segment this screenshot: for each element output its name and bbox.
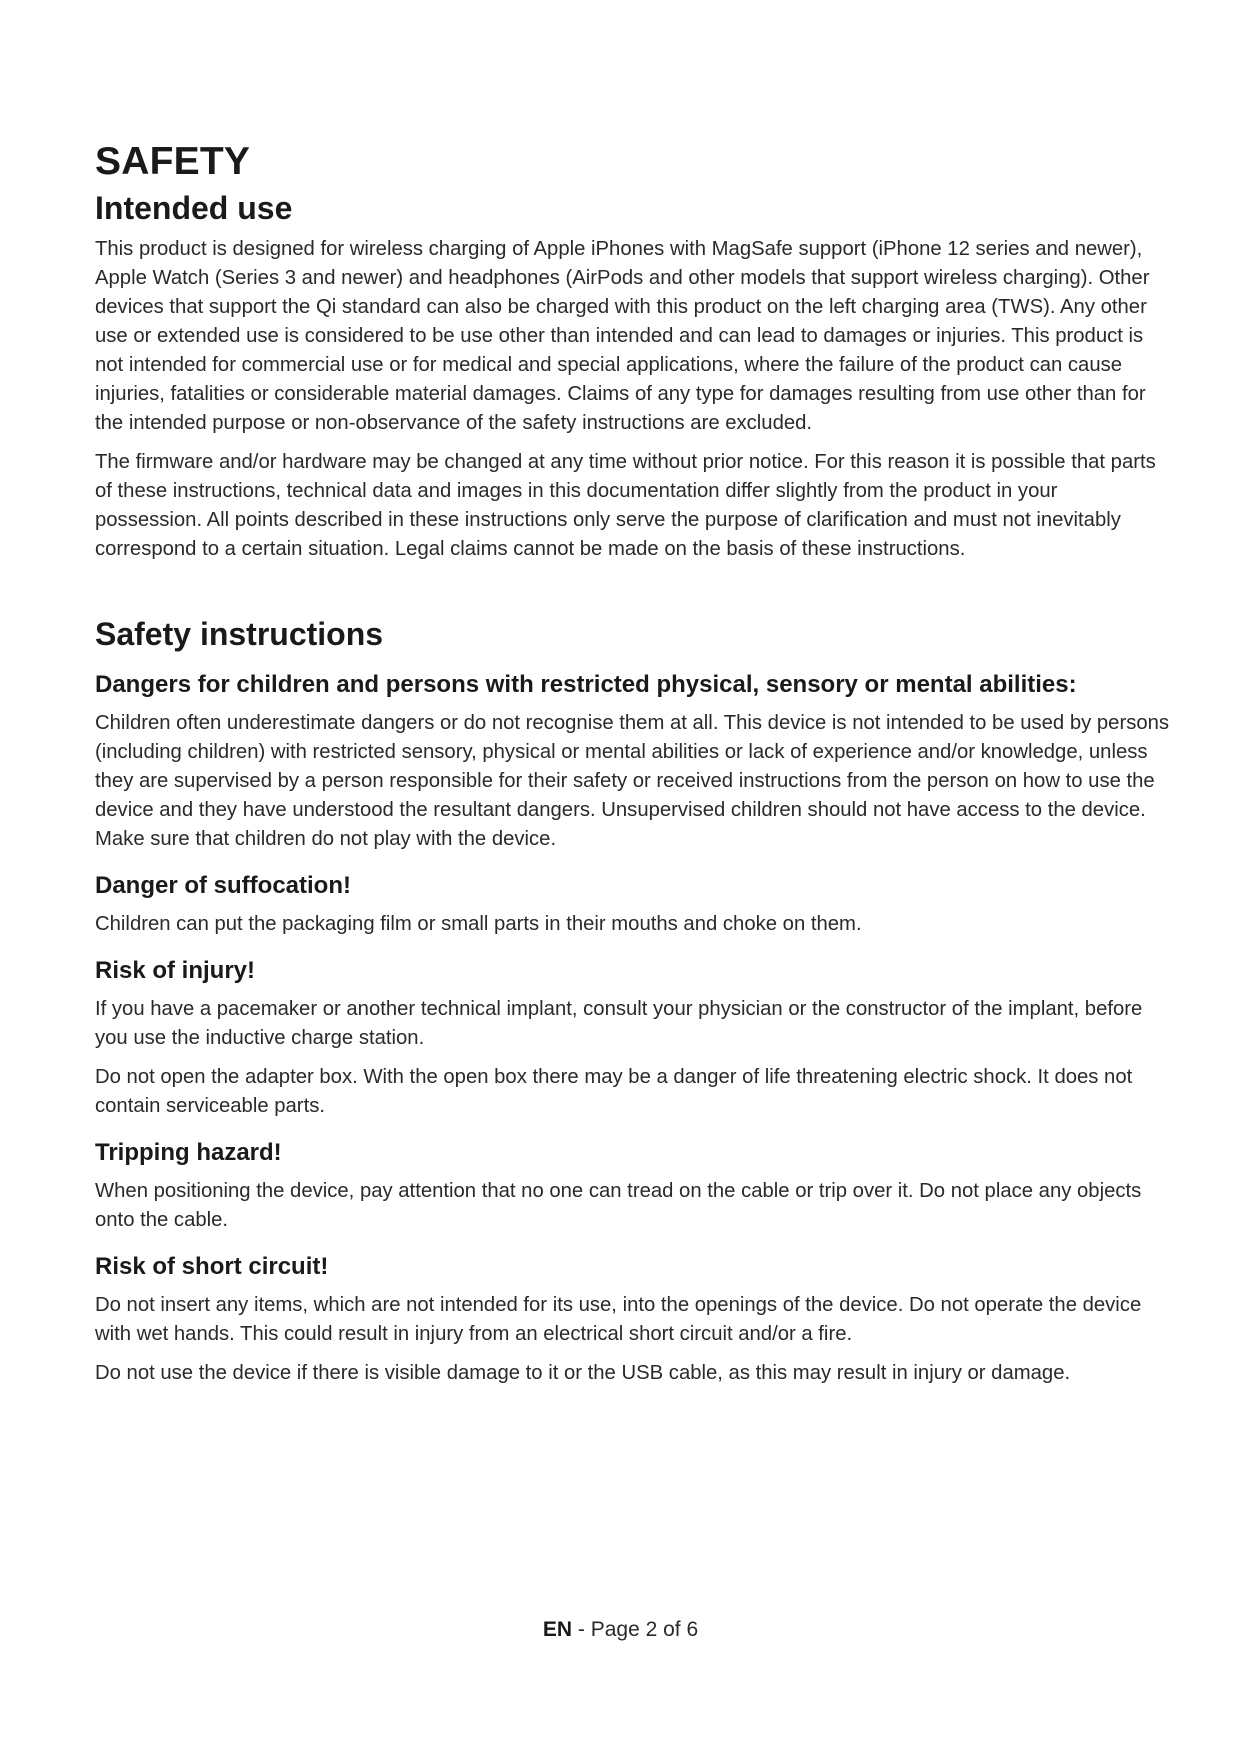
page-footer (0, 1618, 1241, 1642)
children-danger-text: Children often underestimate dangers or do not recognise them at all. This device is not intended to be used by persons (including children) with restricted sensory, physical or mental abilities or lack of experience and/or knowledge, unless they are supervised by a person responsible for their safety or received instructions from the person on how to use the device and they have understood the resultant dangers. Unsupervised children should not have access to the device. Make sure that children do not play with the device. (95, 712, 1170, 850)
injury-text-implant: If you have a pacemaker or another technical implant, consult your physician or the constructor of the implant, before you use the inductive charge station. (95, 998, 1143, 1049)
tripping-text: When positioning the device, pay attention that no one can tread on the cable or trip over it. Do not place any objects onto the cable. (95, 1180, 1142, 1231)
children-danger-heading: Dangers for children and persons with restricted physical, sensory or mental abilities: (95, 671, 1077, 698)
suffocation-text: Children can put the packaging film or small parts in their mouths and choke on them. (95, 913, 862, 935)
tripping-heading: Tripping hazard! (95, 1139, 282, 1166)
page-title: SAFETY (95, 140, 251, 183)
intended-use-heading: Intended use (95, 190, 293, 226)
safety-instructions-heading: Safety instructions (95, 616, 384, 652)
short-circuit-text-damage: Do not use the device if there is visible damage to it or the USB cable, as this may result in injury or damage. (95, 1362, 1071, 1384)
intended-use-paragraph: This product is designed for wireless charging of Apple iPhones with MagSafe support (iPhone 12 series and newer), Apple Watch (Series 3 and newer) and headphones (AirPods and other models that support wireless charging). Other devices that support the Qi standard can also be charged with this product on the left charging area (TWS). Any other use or extended use is considered to be use other than intended and can lead to damages or injuries. This product is not intended for commercial use or for medical and special applications, where the failure of the product can cause injuries, fatalities or considerable material damages. Claims of any type for damages resulting from use other than for the intended purpose or non-observance of the safety instructions are excluded. (95, 238, 1150, 434)
suffocation-heading: Danger of suffocation! (95, 872, 351, 899)
document-page (95, 140, 1170, 1398)
short-circuit-text-items: Do not insert any items, which are not intended for its use, into the openings of the device. Do not operate the device with wet hands. This could result in injury from an electrical short circuit and/or a fire. (95, 1294, 1142, 1345)
firmware-notice-paragraph: The firmware and/or hardware may be changed at any time without prior notice. For this reason it is possible that parts of these instructions, technical data and images in this documentation differ slightly from the product in your possession. All points described in these instructions only serve the purpose of clarification and must not inevitably correspond to a certain situation. Legal claims cannot be made on the basis of these instructions. (95, 451, 1156, 560)
page-number: - Page 2 of 6 (577, 1618, 699, 1641)
injury-text-adapter: Do not open the adapter box. With the open box there may be a danger of life threatening electric shock. It does not contain serviceable parts. (95, 1066, 1133, 1117)
language-code: EN (542, 1618, 573, 1641)
short-circuit-heading: Risk of short circuit! (95, 1253, 329, 1280)
injury-heading: Risk of injury! (95, 957, 256, 984)
